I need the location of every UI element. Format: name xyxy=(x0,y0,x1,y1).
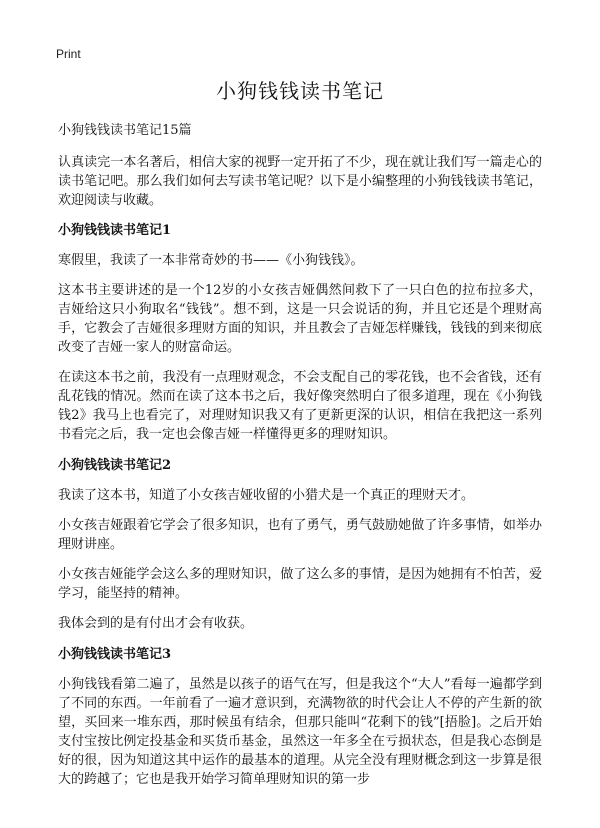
section-1-paragraph-2: 这本书主要讲述的是一个12岁的小女孩吉娅偶然间救下了一只白色的拉布拉多犬，吉娅给这只小狗取名“钱钱”。想不到，这是一只会说话的狗，并且它还是个理财高手，它教会了吉娅很多理财方面的知识，并且教会了吉娅怎样赚钱，钱钱的到来彻底改变了吉娅一家人的财富命运。 xyxy=(58,283,542,355)
section-heading-2: 小狗钱钱读书笔记2 xyxy=(58,458,172,473)
page-title: 小狗钱钱读书笔记 xyxy=(216,79,384,103)
section-1-paragraph-1: 寒假里，我读了一本非常奇妙的书——《小狗钱钱》。 xyxy=(58,253,364,268)
section-2-paragraph-3: 小女孩吉娅能学会这么多的理财知识，做了这么多的事情，是因为她拥有不怕苦，爱学习，能坚持的精神。 xyxy=(58,567,542,601)
section-2-paragraph-1: 我读了这本书，知道了小女孩吉娅收留的小猎犬是一个真正的理财天才。 xyxy=(58,488,475,503)
section-heading-1: 小狗钱钱读书笔记1 xyxy=(58,223,172,238)
section-heading-3: 小狗钱钱读书笔记3 xyxy=(58,647,172,662)
print-link[interactable]: Print xyxy=(56,47,81,61)
section-2-paragraph-4: 我体会到的是有付出才会有收获。 xyxy=(58,616,254,631)
section-3-paragraph-1: 小狗钱钱看第二遍了，虽然是以孩子的语气在写，但是我这个“大人”看每一遍都学到了不同的东西。一年前看了一遍才意识到，充满物欲的时代会让人不停的产生新的欲望，买回来一堆东西，那时候虽有结余，但那只能叫“花剩下的钱”[捂脸]。之后开始支付宝按比例定投基金和买货币基金，虽然这一年多全在亏损状态，但是我心态倒是好的很，因为知道这其中运作的最基本的道理。从完全没有理财概念到这一步算是很大的跨越了；它也是我开始学习简单理财知识的第一步 xyxy=(58,677,542,787)
document-subtitle: 小狗钱钱读书笔记15篇 xyxy=(58,123,192,138)
intro-paragraph: 认真读完一本名著后，相信大家的视野一定开拓了不少，现在就让我们写一篇走心的读书笔记吧。那么我们如何去写读书笔记呢？以下是小编整理的小狗钱钱读书笔记，欢迎阅读与收藏。 xyxy=(58,155,542,208)
section-2-paragraph-2: 小女孩吉娅跟着它学会了很多知识，也有了勇气，勇气鼓励她做了许多事情，如举办理财讲座。 xyxy=(58,518,542,552)
section-1-paragraph-3: 在读这本书之前，我没有一点理财观念，不会支配自己的零花钱，也不会省钱，还有乱花钱的情况。然而在读了这本书之后，我好像突然明白了很多道理，现在《小狗钱钱2》我马上也看完了，对理财知识我又有了更新更深的认识，相信在我把这一系列书看完之后，我一定也会像吉娅一样懂得更多的理财知识。 xyxy=(58,370,542,442)
